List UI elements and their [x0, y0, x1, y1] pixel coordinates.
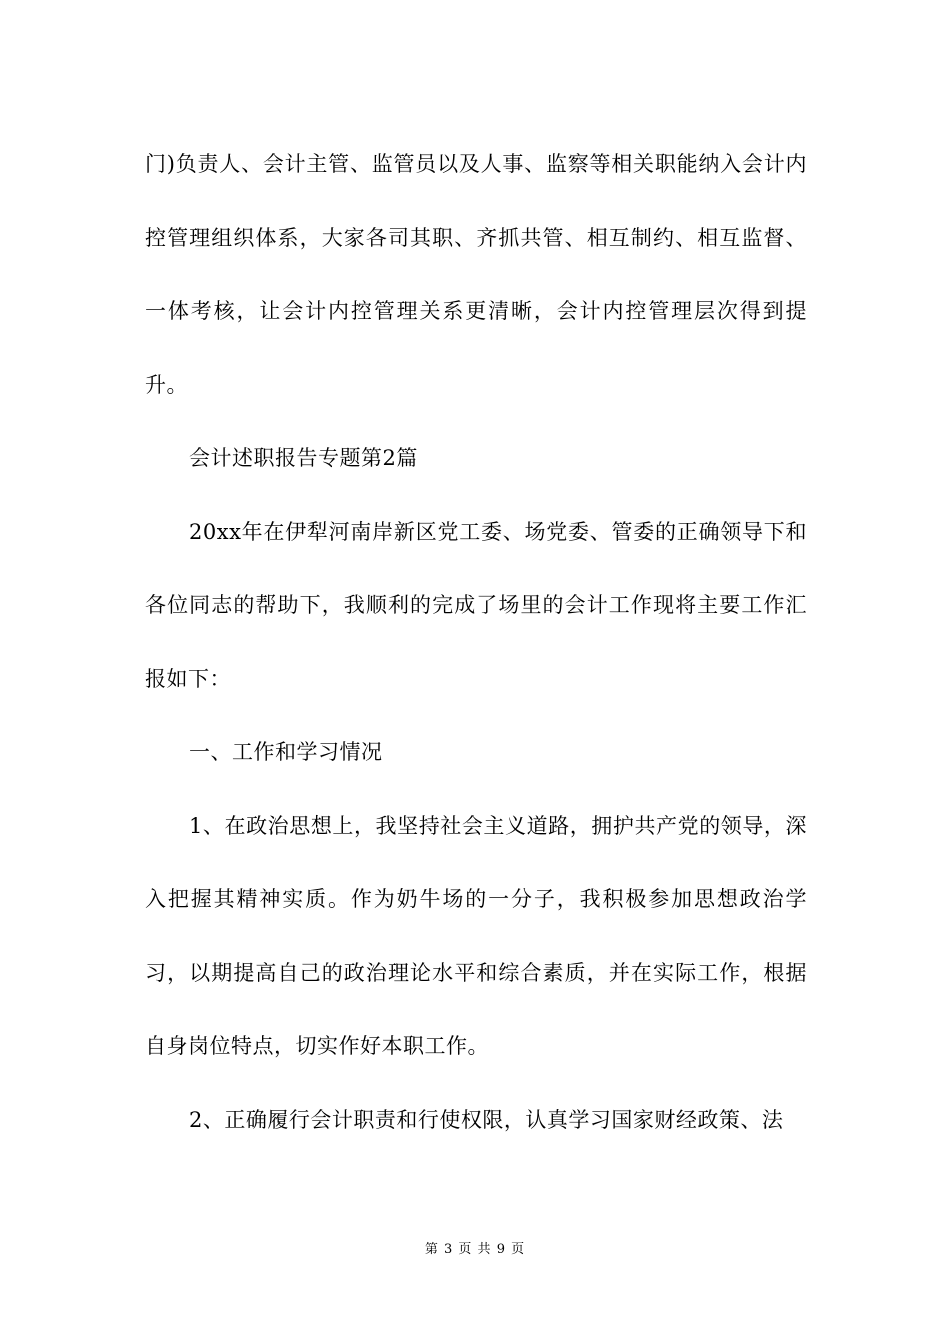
paragraph-intro: 20xx年在伊犁河南岸新区党工委、场党委、管委的正确领导下和各位同志的帮助下，我顺利的完成了场里的会计工作现将主要工作汇报如下： — [145, 519, 807, 691]
document-body — [145, 128, 807, 1157]
paragraph-item-2: 2、正确履行会计职责和行使权限，认真学习国家财经政策、法 — [189, 1107, 784, 1132]
subsection-heading: 一、工作和学习情况 — [189, 740, 383, 764]
page-number-footer: 第 3 页 共 9 页 — [424, 1242, 526, 1257]
paragraph-item-1: 1、在政治思想上，我坚持社会主义道路，拥护共产党的领导，深入把握其精神实质。作为奶牛场的一分子，我积极参加思想政治学习，以期提高自己的政治理论水平和综合素质，并在实际工作，根据自身岗位特点，切实作好本职工作。 — [145, 813, 807, 1058]
section-heading: 会计述职报告专题第2篇 — [189, 446, 418, 470]
paragraph-continuation: 门)负责人、会计主管、监管员以及人事、监察等相关职能纳入会计内控管理组织体系，大家各司其职、齐抓共管、相互制约、相互监督、一体考核，让会计内控管理关系更清晰，会计内控管理层次得到提升。 — [145, 152, 807, 397]
